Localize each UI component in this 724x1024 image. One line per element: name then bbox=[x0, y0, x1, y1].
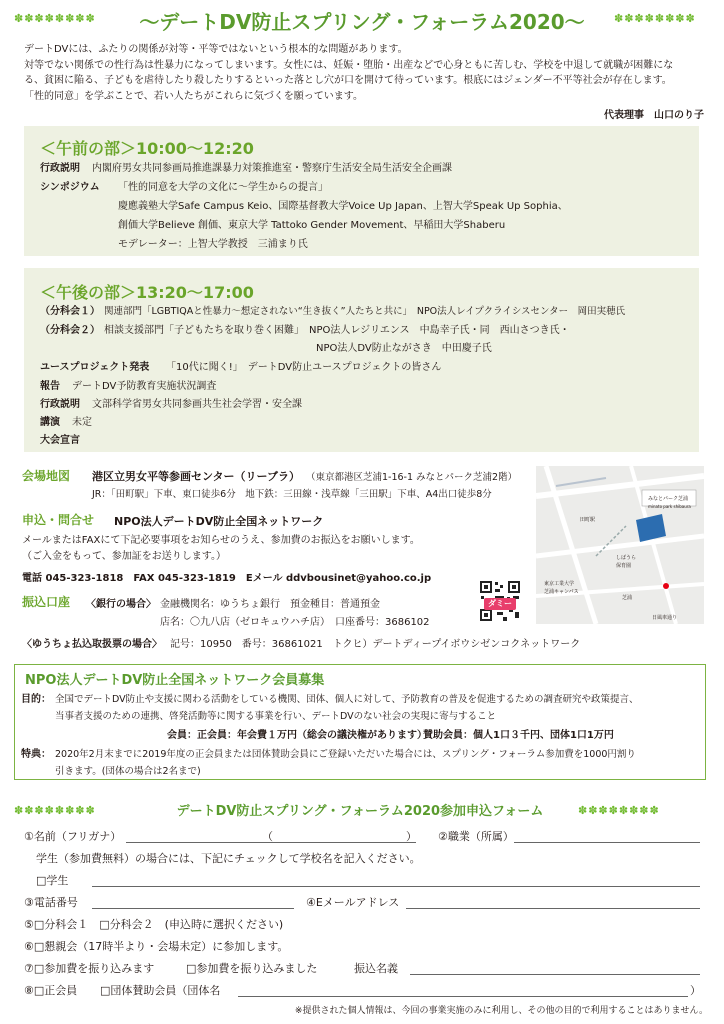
decorative-stars-right: ✽✽✽✽✽✽✽✽ bbox=[614, 12, 696, 25]
map-graphic bbox=[536, 466, 704, 624]
org-name-close-paren: ） bbox=[690, 984, 701, 997]
form-social-checkbox[interactable]: ⑥□懇親会（17時半より・会場未定）に参加します。 bbox=[24, 940, 289, 953]
email-input-line[interactable] bbox=[406, 908, 700, 909]
purpose-text: 当事者支援のための連携、啓発活動等に関する事業を行い、デートDVのない社会の実現に寄与すること bbox=[55, 711, 497, 722]
afternoon-row-text: デートDV予防教育実施状況調査 bbox=[72, 381, 217, 392]
intro-line: る、貧困に陥る、子どもを虐待したり殺したりするといった落とし穴が口を開けて待っています。根底にはジェンダー不平等社会が存在します。 bbox=[24, 75, 672, 87]
school-input-line[interactable] bbox=[92, 886, 700, 887]
afternoon-row-text: 相談支援部門「子どもたちを取り巻く困難」 NPO法人レジリエンス 中島幸子氏・同 西山さつき氏・ bbox=[104, 325, 570, 336]
venue-access: JR：「田町駅」下車、東口徒歩6分 地下鉄：三田線・浅草線「三田駅」下車、A4出口徒歩8分 bbox=[92, 489, 492, 500]
purpose-text: 全国でデートDV防止や支援に関わる活動をしている機関、団体、個人に対して、予防教育の普及を促進するための調査研究や政策提言、 bbox=[55, 694, 639, 705]
form-header bbox=[0, 798, 724, 822]
decorative-stars-left: ✽✽✽✽✽✽✽✽ bbox=[14, 804, 96, 817]
intro-line: 「性的同意」を学ぶことで、若い人たちがこれらに気づくを願っています。 bbox=[24, 90, 363, 102]
form-support-member-checkbox[interactable]: □団体賛助会員（団体名 bbox=[100, 984, 221, 997]
morning-row-label bbox=[40, 181, 100, 194]
afternoon-row-label bbox=[40, 324, 100, 337]
form-pay-done-checkbox[interactable]: □参加費を振り込みました bbox=[186, 962, 318, 975]
member-recruit-box bbox=[14, 664, 706, 780]
page-title: 〜デートDV防止スプリング・フォーラム2020〜 bbox=[139, 10, 585, 34]
map-label: 保育園 bbox=[616, 563, 632, 569]
yucho-label: 〈ゆうちょ払込取扱票の場合〉 bbox=[22, 639, 162, 650]
morning-row-text: 「性的同意を大学の文化に〜学生からの提言」 bbox=[118, 182, 328, 193]
bank-line: 店名：〇九八店（ゼロキュウハチ店） 口座番号：3686102 bbox=[160, 617, 430, 628]
special-text: 引きます。(団体の場合は2名まで) bbox=[55, 766, 201, 777]
intro-text bbox=[24, 42, 704, 104]
apply-line: メールまたはFAXにて下記必要事項をお知らせのうえ、参加費のお振込をお願いします。 bbox=[22, 535, 420, 546]
afternoon-row-label bbox=[40, 416, 60, 429]
row-label: 行政説明 bbox=[40, 399, 80, 410]
afternoon-row-text: NPO法人DV防止ながさき 中田慶子氏 bbox=[316, 343, 492, 354]
row-label: 大会宣言 bbox=[40, 435, 80, 446]
form-title: デートDV防止スプリング・フォーラム2020参加申込フォーム bbox=[176, 804, 544, 819]
map-label: 東京工業大学 bbox=[544, 581, 575, 587]
apply-org: NPO法人デートDV防止全国ネットワーク bbox=[114, 515, 324, 528]
special-label: 特典： bbox=[21, 749, 51, 760]
apply-contact: 電話 045-323-1818 FAX 045-323-1819 Eメール ddvbousinet@yahoo.co.jp bbox=[22, 573, 432, 584]
afternoon-row-label bbox=[40, 361, 149, 374]
map-label: しばうら bbox=[616, 555, 637, 561]
form-email-label: ④Eメールアドレス bbox=[306, 896, 400, 909]
purpose-label: 目的： bbox=[21, 694, 51, 705]
bank-label: 振込口座 bbox=[22, 595, 71, 609]
afternoon-row-label bbox=[40, 434, 80, 447]
decorative-stars-left: ✽✽✽✽✽✽✽✽ bbox=[14, 12, 96, 25]
privacy-footnote: ※提供された個人情報は、今回の事業実施のみに利用し、その他の目的で利用することはありません。 bbox=[294, 1006, 708, 1016]
map-station-label: 田町駅 bbox=[580, 517, 596, 523]
map-label: 芝浦 bbox=[622, 595, 633, 601]
intro-line: デートDVには、ふたりの関係が対等・平等ではないという根本的な問題があります。 bbox=[24, 44, 408, 55]
venue-address: （東京都港区芝浦1-16-1 みなとパーク芝浦2階） bbox=[306, 472, 518, 483]
bank-sub-label: 〈銀行の場合〉 bbox=[86, 599, 156, 610]
apply-label: 申込・問合せ bbox=[22, 513, 95, 527]
morning-row-label bbox=[40, 162, 80, 175]
form-phone-label: ③電話番号 bbox=[24, 896, 78, 909]
form-pay-will-checkbox[interactable]: ⑦□参加費を振り込みます bbox=[24, 962, 155, 975]
student-note: 学生（参加費無料）の場合には、下記にチェックして学校名を記入ください。 bbox=[36, 852, 421, 865]
row-label: （分科会１） bbox=[40, 306, 100, 317]
dummy-badge: ダミー bbox=[484, 598, 516, 610]
venue-name: 港区立男女平等参画センター（リーブラ） bbox=[92, 470, 301, 483]
venue-map bbox=[536, 466, 704, 624]
intro-line: 対等でない関係での性行為は性暴力になってしまいます。女性には、妊娠・堕胎・出産などで心身ともに苦しむ、学校を中退して就職が困難にな bbox=[24, 59, 674, 71]
map-label: 芝浦キャンパス bbox=[544, 589, 579, 595]
row-label: シンポジウム bbox=[40, 182, 100, 193]
phone-input-line[interactable] bbox=[92, 908, 294, 909]
morning-row-text: 内閣府男女共同参画局推進課暴力対策推進室・警察庁生活安全局生活安全企画課 bbox=[92, 163, 452, 174]
afternoon-row-label bbox=[40, 305, 100, 318]
member-title: NPO法人デートDV防止全国ネットワーク会員募集 bbox=[25, 673, 325, 688]
decorative-stars-right: ✽✽✽✽✽✽✽✽ bbox=[578, 804, 660, 817]
morning-session-title: ＜午前の部＞10:00〜12:20 bbox=[40, 139, 254, 158]
afternoon-row-label bbox=[40, 398, 80, 411]
map-park-label: みなとパーク芝浦 bbox=[648, 496, 689, 502]
afternoon-row-text: 文部科学省男女共同参画共生社会学習・安全課 bbox=[92, 399, 302, 410]
form-regular-member-checkbox[interactable]: ⑧□正会員 bbox=[24, 984, 78, 997]
fee-support: 賛助会員：個人1口３千円、団体1口1万円 bbox=[423, 730, 614, 741]
furigana-close-paren: ） bbox=[406, 830, 417, 843]
form-name-label: ①名前（フリガナ） bbox=[24, 830, 122, 843]
org-name-input-line[interactable] bbox=[238, 996, 688, 997]
afternoon-row-label bbox=[40, 380, 60, 393]
afternoon-session-title: ＜午後の部＞13:20〜17:00 bbox=[40, 283, 254, 302]
yucho-text: 記号：10950 番号：36861021 トクヒ）デートディープイボウシゼンコクネットワーク bbox=[170, 639, 581, 650]
row-label: 講演 bbox=[40, 417, 60, 428]
student-checkbox[interactable]: □学生 bbox=[36, 874, 69, 887]
morning-row-text: モデレーター：上智大学教授 三浦まり氏 bbox=[118, 239, 308, 250]
bank-line: 金融機関名：ゆうちょ銀行 預金種目：普通預金 bbox=[160, 599, 380, 610]
row-label: 報告 bbox=[40, 381, 60, 392]
map-label: 日風車通り bbox=[652, 615, 678, 621]
row-label: （分科会２） bbox=[40, 325, 100, 336]
venue-label: 会場地図 bbox=[22, 469, 71, 483]
afternoon-row-text: 関連部門「LGBTIQAと性暴力〜想定されない“生き抜く”人たちと共に」 NPO法人レイプクライシスセンター 岡田実穂氏 bbox=[104, 306, 626, 317]
morning-row-text: 創価大学Believe 創価、東京大学 Tattoko Gender Movement、早稲田大学Shaberu bbox=[118, 220, 506, 231]
furigana-open-paren: （ bbox=[262, 830, 273, 843]
job-input-line[interactable] bbox=[514, 842, 700, 843]
row-label: 行政説明 bbox=[40, 163, 80, 174]
special-text: 2020年2月末までに2019年度の正会員または団体賛助会員にご登録いただいた場合には、スプリング・フォーラム参加費を1000円割り bbox=[55, 749, 636, 760]
transfer-name-input-line[interactable] bbox=[410, 974, 700, 975]
afternoon-row-text: 「10代に聞く!」 デートDV防止ユースプロジェクトの皆さん bbox=[166, 362, 442, 373]
afternoon-row-text: 未定 bbox=[72, 417, 92, 428]
form-subsession-checkboxes[interactable]: ⑤□分科会１ □分科会２ (申込時に選択ください) bbox=[24, 918, 284, 931]
representative-name: 代表理事 山口のり子 bbox=[604, 110, 704, 121]
form-transfer-name-label: 振込名義 bbox=[354, 962, 398, 975]
apply-line: （ご入金をもって、参加証をお送りします。） bbox=[22, 551, 226, 562]
page-header bbox=[0, 4, 724, 36]
row-label: ユースプロジェクト発表 bbox=[40, 362, 150, 373]
morning-row-text: 慶應義塾大学Safe Campus Keio、国際基督教大学Voice Up Japan、上智大学Speak Up Sophia、 bbox=[118, 201, 568, 212]
form-job-label: ②職業（所属） bbox=[438, 830, 514, 843]
map-park-en-label: minato park shibaura bbox=[648, 504, 691, 509]
fee-regular: 会員：正会員：年会費１万円（総会の議決権があります） bbox=[167, 730, 427, 741]
